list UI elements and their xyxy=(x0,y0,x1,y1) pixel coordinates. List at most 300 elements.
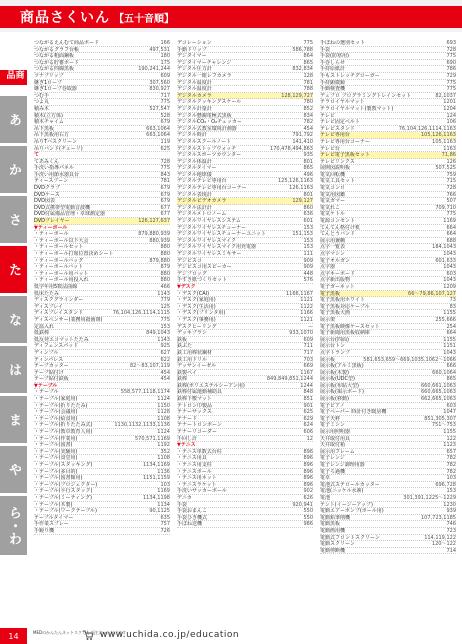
entry-name: つながる四線黒板 xyxy=(34,66,75,72)
entry-pages: 679 xyxy=(160,198,170,205)
entry-name: DVD図表 xyxy=(34,198,56,204)
index-entry xyxy=(177,244,313,251)
entry-name: 展示板(掲示ボード) xyxy=(320,389,364,396)
entry-name: デジタルストップウォッチ xyxy=(177,145,237,152)
entry-name: 電池式ステロールカッター xyxy=(320,481,380,488)
entry-name: ・ティーボールセット xyxy=(34,244,84,250)
entry-pages: 677 xyxy=(160,211,170,218)
index-entry xyxy=(320,488,456,495)
index-entry xyxy=(320,244,456,251)
entry-name: 展示板(アルミ黒板) xyxy=(320,363,364,369)
entry-pages: 153 xyxy=(303,237,313,244)
entry-pages: 896 xyxy=(303,468,313,475)
index-entry xyxy=(34,436,170,443)
entry-name: テラロイヤルマット xyxy=(320,99,365,105)
index-entry xyxy=(320,330,456,337)
entry-pages: 849,1043 xyxy=(146,330,170,337)
index-entry xyxy=(320,495,456,502)
entry-name: テトロン巾製品 xyxy=(177,402,213,409)
entry-name: 電子ろ過機 xyxy=(320,468,346,475)
entry-pages: 558,577,1118,1174 xyxy=(120,389,170,396)
entry-name: ディフェンスパッド xyxy=(34,343,79,349)
entry-name: 吊下黒板 xyxy=(34,125,55,132)
entry-pages: 830,927 xyxy=(149,86,170,93)
entry-pages: 190,241,244 xyxy=(138,66,170,73)
sidebar-tab[interactable] xyxy=(0,346,27,394)
index-entry xyxy=(34,66,170,73)
index-entry xyxy=(320,535,456,542)
entry-name: 手洗いサッカーボール xyxy=(177,488,227,494)
index-entry xyxy=(320,304,456,311)
index-entry xyxy=(320,291,456,298)
index-entry xyxy=(177,60,313,67)
entry-pages: 454 xyxy=(303,125,313,132)
sidebar-tab[interactable] xyxy=(0,246,27,294)
entry-pages: 775 xyxy=(446,211,456,218)
index-entry xyxy=(320,231,456,238)
index-entry xyxy=(34,469,170,476)
entry-name: 点字新出版物 xyxy=(320,277,351,283)
entry-name: 点字キーボード xyxy=(320,270,356,277)
entry-pages: 103 xyxy=(446,475,456,482)
entry-pages: 170,478,494,863 xyxy=(270,145,313,152)
entry-pages: 254 xyxy=(446,323,456,330)
sidebar-tab-label: ま xyxy=(6,413,21,426)
entry-pages: 1043 xyxy=(443,277,456,284)
entry-pages: 153 xyxy=(303,224,313,231)
index-entry xyxy=(34,370,170,377)
index-entry xyxy=(34,119,170,126)
index-entry xyxy=(177,416,313,423)
entry-pages: 1151,1159 xyxy=(142,475,170,482)
entry-pages: 66〜79,86,107,127 xyxy=(408,290,456,297)
entry-pages: 666 xyxy=(446,363,456,370)
entry-name: ・テーブル(給食用) xyxy=(34,415,78,422)
index-entry xyxy=(177,172,313,179)
entry-pages: 124 xyxy=(446,112,456,119)
sidebar-tab[interactable] xyxy=(0,146,27,194)
entry-pages: 1209 xyxy=(443,283,456,290)
page-number: 14 xyxy=(0,628,27,644)
index-entry xyxy=(34,126,170,133)
index-entry xyxy=(34,258,170,265)
entry-name: 電動式フロントスクリーン xyxy=(320,534,380,541)
entry-pages: 782 xyxy=(446,468,456,475)
entry-pages: 751〜753 xyxy=(431,422,456,429)
index-entry xyxy=(320,396,456,403)
entry-pages: 728 xyxy=(446,185,456,192)
index-entry xyxy=(320,370,456,377)
index-entry xyxy=(177,502,313,509)
entry-pages: 1134,1198 xyxy=(142,494,170,501)
entry-pages: 625 xyxy=(303,409,313,416)
entry-name: ・テーブル xyxy=(34,389,59,396)
entry-name: つながるグラフ台帳 xyxy=(34,46,80,53)
entry-pages: 657 xyxy=(446,448,456,455)
index-entry xyxy=(34,363,170,370)
index-entry xyxy=(34,106,170,113)
index-entry xyxy=(177,159,313,166)
entry-pages: 781 xyxy=(160,178,170,185)
entry-pages: 775 xyxy=(160,165,170,172)
entry-name: DVDケース xyxy=(34,191,60,198)
entry-name: デジタル体温計 xyxy=(177,158,212,165)
entry-pages: 909 xyxy=(303,257,313,264)
index-entry xyxy=(177,40,313,47)
index-entry xyxy=(34,337,170,344)
entry-pages: 848 xyxy=(303,389,313,396)
index-entry xyxy=(320,482,456,489)
entry-pages: 801 xyxy=(303,158,313,165)
sidebar-tab[interactable] xyxy=(0,396,27,444)
index-entry xyxy=(34,113,170,120)
index-entry xyxy=(34,80,170,87)
entry-pages: 111 xyxy=(303,251,313,257)
entry-name: ・デスク(家庭用) xyxy=(177,297,216,303)
index-entry xyxy=(177,146,313,153)
sidebar-tab[interactable] xyxy=(0,70,27,86)
entry-pages: 801 xyxy=(303,191,313,198)
entry-pages: 779 xyxy=(160,297,170,304)
entry-name: つよ丸 xyxy=(34,99,50,105)
entry-name: 手袋おまんこ xyxy=(177,508,208,514)
entry-pages: 570,571,1169 xyxy=(135,435,170,442)
entry-pages: 180 xyxy=(160,53,170,60)
entry-pages: 729 xyxy=(446,72,456,79)
index-entry xyxy=(320,60,456,67)
entry-pages: 775 xyxy=(160,99,170,106)
entry-pages: 865 xyxy=(303,59,313,66)
entry-pages: 624 xyxy=(303,422,313,429)
index-entry xyxy=(177,53,313,60)
page-subtitle: 【五十音順】 xyxy=(114,14,174,25)
entry-name: デジタル地球儀 xyxy=(177,171,212,178)
entry-pages: 606 xyxy=(303,429,313,436)
index-entry xyxy=(34,357,170,364)
index-entry xyxy=(320,436,456,443)
index-entry xyxy=(34,172,170,179)
index-entry xyxy=(34,330,170,337)
entry-pages: 896 xyxy=(303,475,313,482)
entry-name: ・テニスラケット xyxy=(177,481,217,488)
index-entry xyxy=(34,403,170,410)
entry-pages: 851,305,307 xyxy=(424,415,456,422)
index-entry xyxy=(320,475,456,482)
sidebar-tab-label: や xyxy=(6,463,21,476)
entry-pages: 852 xyxy=(303,105,313,112)
entry-pages: 1166 xyxy=(300,310,313,317)
index-entry xyxy=(34,159,170,166)
entry-name: 展示板(布貼大型) xyxy=(320,382,359,389)
index-entry xyxy=(320,238,456,245)
entry-pages: 775 xyxy=(446,53,456,60)
entry-name: 手作業スプレー xyxy=(34,521,69,527)
entry-name: 鉄棒下敷マット xyxy=(177,396,212,402)
sidebar-tab[interactable] xyxy=(0,96,27,144)
entry-pages: 728 xyxy=(446,46,456,53)
index-entry xyxy=(320,449,456,456)
entry-name: つながる粗面鋼板 xyxy=(34,53,75,59)
index-entry xyxy=(320,357,456,364)
index-entry xyxy=(177,475,313,482)
entry-name: 継ぎ1ロープ巻取器 xyxy=(34,86,77,92)
entry-name: ディスプレイ xyxy=(34,303,64,310)
index-entry xyxy=(320,271,456,278)
entry-name: ・テーブル(作業用) xyxy=(34,435,78,442)
entry-pages: 581,653,659〜669,1035,1062〜1066 xyxy=(363,356,456,363)
index-entry xyxy=(34,508,170,515)
entry-pages: 880 xyxy=(160,251,170,257)
index-entry xyxy=(320,383,456,390)
entry-pages: 728 xyxy=(160,158,170,165)
index-entry xyxy=(177,442,313,449)
entry-pages: 603 xyxy=(446,270,456,277)
index-entry xyxy=(320,541,456,548)
entry-name: ディスクグラインダー xyxy=(34,297,84,303)
entry-name: デジタルメトロノーム xyxy=(177,211,227,218)
index-entry xyxy=(34,284,170,291)
footer-url[interactable]: www.uchida.co.jp/education xyxy=(100,630,240,640)
index-entry xyxy=(320,442,456,449)
index-entry xyxy=(34,86,170,93)
entry-pages: 128,129,727 xyxy=(281,92,313,99)
entry-name: デコレーション xyxy=(177,40,212,46)
entry-pages: 896 xyxy=(303,448,313,455)
entry-pages: 1124 xyxy=(157,429,170,436)
entry-pages: 1151 xyxy=(443,343,456,350)
entry-name: 鉄製ペイ xyxy=(177,369,198,376)
entry-pages: 664 xyxy=(446,231,456,238)
entry-pages: 782 xyxy=(446,455,456,462)
entry-name: デジタイマー xyxy=(177,53,207,59)
entry-name: 電卓 xyxy=(320,475,331,481)
entry-name: ・デスク(事務用) xyxy=(177,316,216,323)
entry-name: 電子ペーパー 時計付き暖房機 xyxy=(320,409,387,415)
index-entry xyxy=(320,515,456,522)
entry-name: て xyxy=(34,152,40,158)
entry-pages: 939 xyxy=(446,508,456,515)
entry-pages: 527,547 xyxy=(149,105,170,112)
entry-name: 電子レンジ調理用器 xyxy=(320,462,365,468)
index-entry xyxy=(34,343,170,350)
entry-name: 鉄工用棒状鋼材 xyxy=(177,349,213,356)
sidebar-tab[interactable] xyxy=(0,196,27,244)
entry-name: ▼テーブル xyxy=(34,382,58,389)
entry-name: デニカ xyxy=(177,494,192,501)
entry-name: 点字トランプ xyxy=(320,349,351,356)
entry-name: デュプロ プログラミングトレインセット xyxy=(320,92,412,99)
entry-pages: 106 xyxy=(446,119,456,126)
index-entry xyxy=(320,225,456,232)
entry-pages: 1134,1169 xyxy=(142,462,170,468)
entry-pages: 879,880 xyxy=(149,257,170,264)
entry-pages: 935 xyxy=(303,152,313,159)
index-entry xyxy=(177,469,313,476)
entry-name: デジタルワイヤレスチューナーユニット xyxy=(177,231,266,237)
entry-pages: 1150 xyxy=(157,402,170,409)
entry-name: 鉄工用ドリル xyxy=(177,356,208,363)
index-entry xyxy=(320,93,456,100)
entry-pages: 986 xyxy=(303,521,313,528)
entry-pages: 71,86 xyxy=(441,152,456,159)
index-entry xyxy=(320,363,456,370)
entry-pages: 880,939 xyxy=(149,237,170,244)
entry-name: 積み木 xyxy=(34,105,50,112)
index-entry xyxy=(177,258,313,265)
index-entry xyxy=(320,376,456,383)
entry-name: 手回し計 xyxy=(177,435,198,442)
index-entry xyxy=(177,383,313,390)
entry-name: ・デスク(生活用) xyxy=(177,303,216,310)
entry-name: ティンパレス xyxy=(34,356,64,363)
entry-name: 手もストレッチグローガー xyxy=(320,72,380,79)
entry-name: 低反発エコマットたたみ xyxy=(34,336,89,343)
sidebar-tab-label: ら・わ xyxy=(6,506,21,545)
entry-name: 鉄棒 xyxy=(177,376,188,382)
entry-name: 鉄棒(ポリエステルシーアン用) xyxy=(177,382,245,389)
entry-name: テレビ xyxy=(320,112,335,119)
index-entry xyxy=(177,178,313,185)
entry-name: ・ティーボール打席位置決めシート xyxy=(34,251,114,257)
index-entry xyxy=(34,488,170,495)
index-entry xyxy=(320,159,456,166)
index-entry xyxy=(34,297,170,304)
index-entry xyxy=(177,251,313,258)
sidebar-tab[interactable] xyxy=(0,296,27,344)
index-entry xyxy=(177,80,313,87)
index-entry xyxy=(320,343,456,350)
index-entry xyxy=(320,416,456,423)
index-entry xyxy=(320,264,456,271)
entry-pages: 896 xyxy=(303,455,313,462)
index-entry xyxy=(34,310,170,317)
entry-name: つながる貯蓄ボード xyxy=(34,59,80,66)
entry-pages: 679 xyxy=(160,191,170,198)
entry-pages: 1128 xyxy=(157,409,170,416)
entry-name: デジタル式教室環境計測器 xyxy=(177,125,237,132)
entry-pages: 1169 xyxy=(443,218,456,225)
index-entry xyxy=(320,53,456,60)
index-entry xyxy=(34,383,170,390)
entry-name: 展示板(木製) xyxy=(320,369,349,376)
entry-name: 展示板(移動) xyxy=(320,396,349,402)
entry-pages: 83 xyxy=(449,303,456,310)
entry-pages: 660,665,1063 xyxy=(421,389,456,396)
entry-pages: 609 xyxy=(160,72,170,79)
index-column-1 xyxy=(34,40,170,535)
entry-name: DVDプレイヤー xyxy=(34,218,70,224)
entry-pages: 1155 xyxy=(443,310,456,317)
entry-pages: 497,531 xyxy=(149,46,170,53)
entry-pages: 711 xyxy=(303,343,313,350)
entry-pages: 925 xyxy=(160,343,170,350)
entry-pages: 775 xyxy=(446,79,456,86)
index-entry xyxy=(34,152,170,159)
entry-name: ・テーブル(図書館用) xyxy=(34,475,83,481)
index-entry xyxy=(177,422,313,429)
index-column-2 xyxy=(177,40,313,528)
index-entry xyxy=(177,185,313,192)
index-entry xyxy=(320,284,456,291)
entry-pages: 151,153 xyxy=(292,231,313,238)
index-entry xyxy=(34,515,170,522)
entry-pages: 90,1125 xyxy=(149,508,170,515)
entry-name: DVD付属備品管理・卓球測定器 xyxy=(34,211,106,218)
entry-name: ・ティーボール用バット xyxy=(34,270,89,277)
entry-pages: 103 xyxy=(160,481,170,488)
index-entry xyxy=(34,396,170,403)
index-entry xyxy=(320,132,456,139)
entry-pages: 1108 xyxy=(157,415,170,422)
entry-pages: 626 xyxy=(303,494,313,501)
entry-name: 電動黒板 xyxy=(320,521,341,527)
index-entry xyxy=(320,192,456,199)
entry-name: 展示用兼棚 xyxy=(320,237,346,244)
index-entry xyxy=(34,218,170,225)
entry-name: デジタル温度計 xyxy=(177,79,212,86)
entry-name: 天井取付箱 xyxy=(320,442,346,448)
entry-pages: 786 xyxy=(446,66,456,73)
page-footer xyxy=(0,628,462,644)
entry-pages: 126 xyxy=(446,158,456,165)
index-entry xyxy=(320,508,456,515)
entry-name: ・ティーボールバット xyxy=(34,264,84,270)
index-entry xyxy=(34,238,170,245)
index-column-3 xyxy=(320,40,456,554)
entry-pages: 528 xyxy=(160,112,170,119)
index-entry xyxy=(34,475,170,482)
index-entry xyxy=(34,211,170,218)
entry-pages: 832,834 xyxy=(292,66,313,73)
entry-name: 積木(立方体) xyxy=(34,112,63,119)
sidebar-tab-label: さ xyxy=(6,213,21,226)
entry-pages: 1169 xyxy=(157,488,170,495)
entry-pages: 129,127 xyxy=(292,198,313,205)
entry-name: デジタル表現計 xyxy=(177,191,212,198)
entry-pages: 766 xyxy=(446,191,456,198)
entry-name: 電動エアーポンプ(ボール用) xyxy=(320,508,384,514)
index-entry xyxy=(34,165,170,172)
entry-pages: 664 xyxy=(446,330,456,337)
index-entry xyxy=(34,495,170,502)
entry-name: デジタル温度計 xyxy=(177,86,212,92)
entry-pages: 73 xyxy=(449,297,456,304)
entry-pages: 849,849,851,1244 xyxy=(266,376,313,383)
entry-pages: 664 xyxy=(446,224,456,231)
entry-name: 電子ガーネット xyxy=(320,283,355,290)
entry-pages: 782 xyxy=(446,462,456,468)
entry-pages: 153 xyxy=(160,323,170,330)
entry-name: 電気用図鑑 xyxy=(320,191,346,198)
index-entry xyxy=(177,449,313,456)
index-entry xyxy=(177,271,313,278)
entry-name: テレビ専用台コーナー xyxy=(320,138,370,145)
entry-pages: 636 xyxy=(303,211,313,218)
entry-pages: 709,710 xyxy=(435,204,456,211)
entry-pages: 1136 xyxy=(157,468,170,475)
entry-name: テレビ台 xyxy=(320,145,340,152)
index-entry xyxy=(177,264,313,271)
entry-pages: 76,104,126,1114,1115 xyxy=(112,310,170,317)
index-entry xyxy=(34,132,170,139)
sidebar-tab[interactable] xyxy=(0,496,27,556)
entry-name: 展示用フレーム xyxy=(320,448,355,455)
entry-name: つむ手 xyxy=(34,92,50,99)
sidebar-tab[interactable] xyxy=(0,446,27,494)
entry-pages: 679 xyxy=(160,185,170,192)
entry-pages: 851 xyxy=(303,396,313,403)
entry-name: ・テーブル(食堂用) xyxy=(34,455,78,461)
